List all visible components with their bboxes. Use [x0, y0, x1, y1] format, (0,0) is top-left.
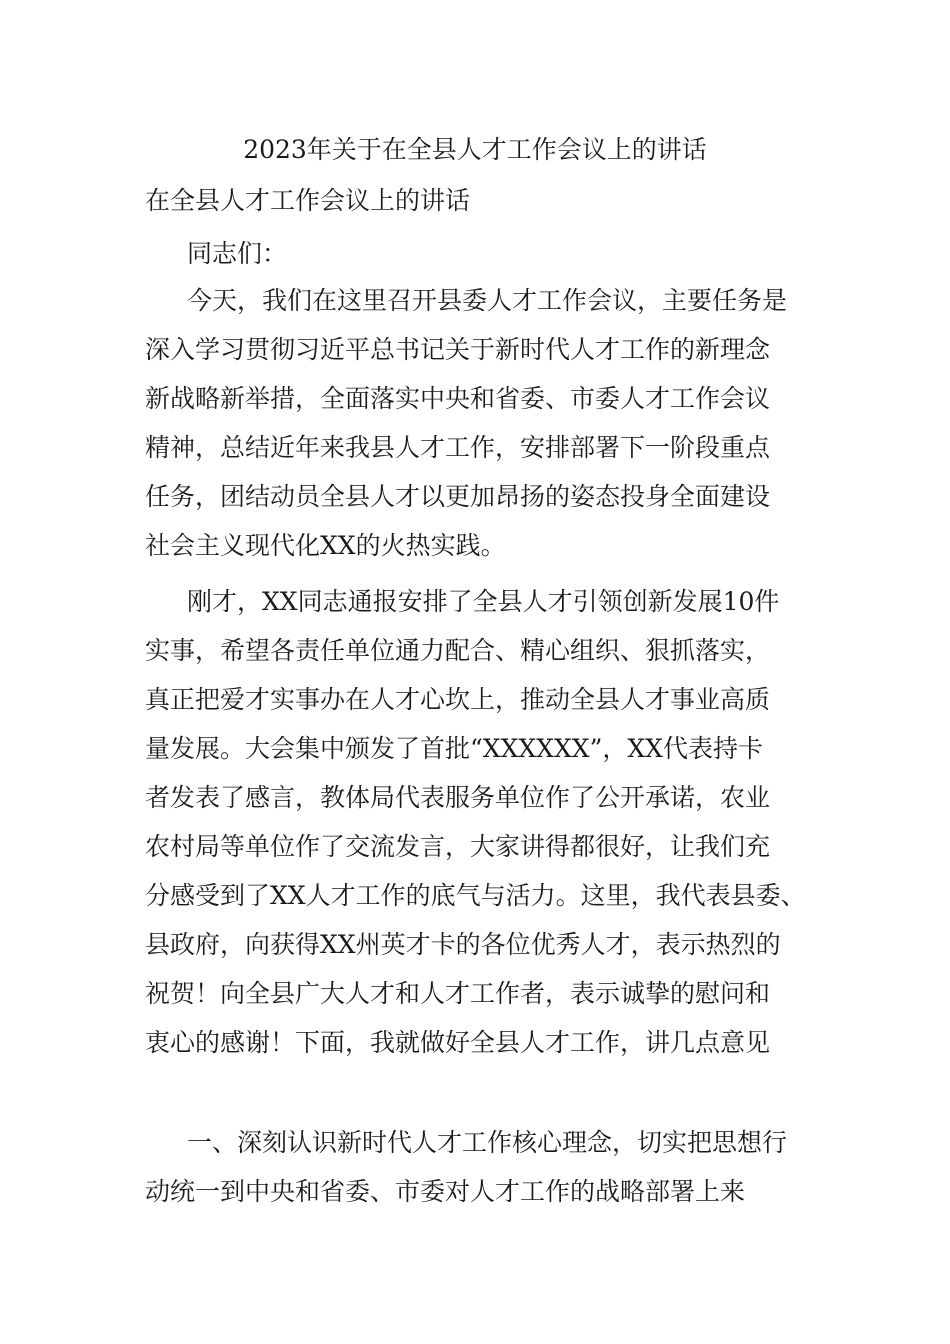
paragraph-2 [145, 577, 815, 1067]
paragraph-line: 今天，我们在这里召开县委人才工作会议，主要任务是 [187, 286, 788, 315]
document-title: 2023年关于在全县人才工作会议上的讲话 [243, 135, 707, 164]
heading-line: 动统一到中央和省委、市委对人才工作的战略部署上来 [145, 1177, 746, 1206]
paragraph-line: 县政府，向获得XX州英才卡的各位优秀人才，表示热烈的 [145, 930, 781, 959]
paragraph-line: 真正把爱才实事办在人才心坎上，推动全县人才事业高质 [145, 685, 771, 714]
salutation [145, 229, 815, 278]
paragraph-line: 衷心的感谢！下面，我就做好全县人才工作，讲几点意见 [145, 1028, 771, 1057]
paragraph-line: 者发表了感言，教体局代表服务单位作了公开承诺，农业 [145, 783, 771, 812]
document-subtitle: 在全县人才工作会议上的讲话 [145, 186, 471, 215]
paragraph-line: 量发展。大会集中颁发了首批“XXXXXX”，XX代表持卡 [145, 734, 763, 763]
salutation-text: 同志们： [187, 239, 288, 268]
paragraph-line: 分感受到了XX人才工作的底气与活力。这里，我代表县委、 [145, 881, 806, 910]
paragraph-line: 祝贺！向全县广大人才和人才工作者，表示诚挚的慰问和 [145, 979, 771, 1008]
heading-line: 一、深刻认识新时代人才工作核心理念，切实把思想行 [187, 1128, 788, 1157]
paragraph-line: 刚才，XX同志通报安排了全县人才引领创新发展10件 [187, 587, 780, 616]
paragraph-line: 深入学习贯彻习近平总书记关于新时代人才工作的新理念 [145, 335, 771, 364]
paragraph-1 [145, 276, 815, 570]
paragraph-line: 农村局等单位作了交流发言，大家讲得都很好，让我们充 [145, 832, 771, 861]
paragraph-line: 社会主义现代化XX的火热实践。 [145, 531, 506, 560]
paragraph-line: 实事，希望各责任单位通力配合、精心组织、狠抓落实， [145, 636, 771, 665]
section-heading-1 [145, 1118, 815, 1216]
paragraph-line: 任务，团结动员全县人才以更加昂扬的姿态投身全面建设 [145, 482, 771, 511]
paragraph-line: 新战略新举措，全面落实中央和省委、市委人才工作会议 [145, 384, 771, 413]
paragraph-line: 精神，总结近年来我县人才工作，安排部署下一阶段重点 [145, 433, 771, 462]
